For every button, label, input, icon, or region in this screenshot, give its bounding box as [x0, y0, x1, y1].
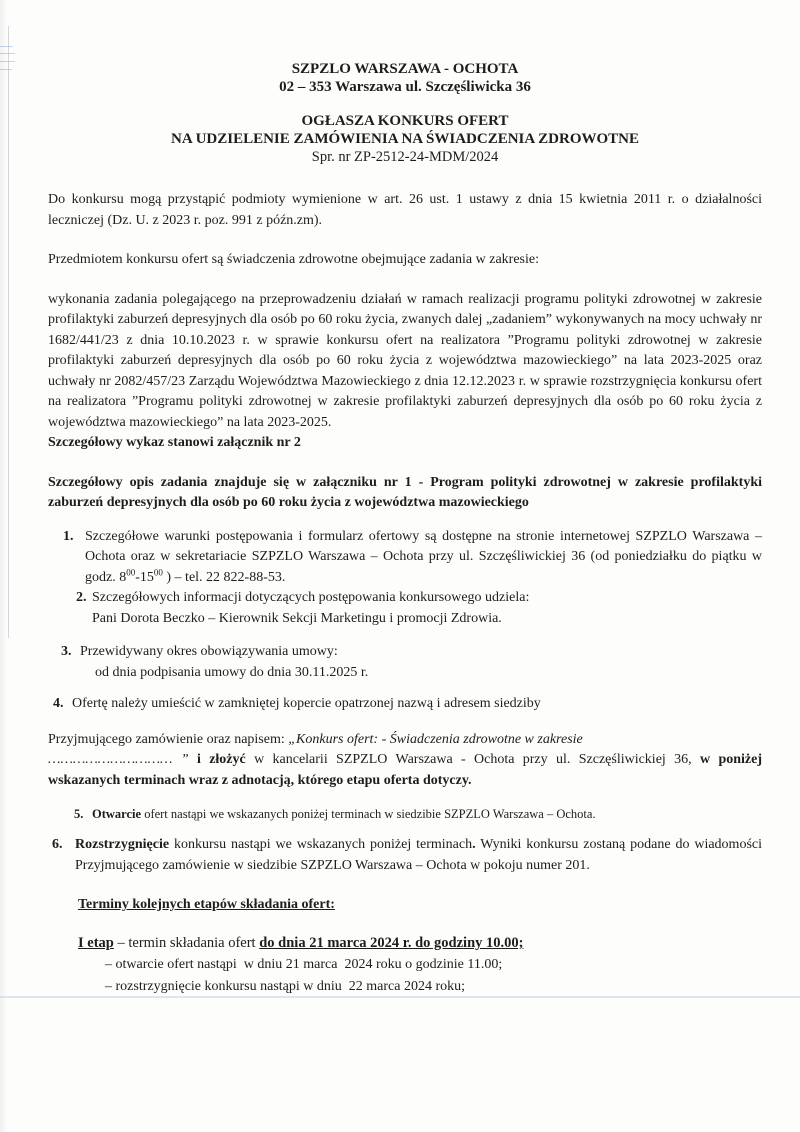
- stage-1-resolution-line: – rozstrzygnięcie konkursu nastąpi w dniu 22 marca 2024 roku;: [105, 978, 466, 994]
- envelope-bold2: w poniżej wskazanych terminach wraz z adnotacją, którego etapu oferta dotyczy.: [48, 752, 763, 788]
- list-item-2-line2: Pani Dorota Beczko – Kierownik Sekcji Marketingu i promocji Zdrowia.: [92, 610, 502, 626]
- task-annex-note: Szczegółowy wykaz stanowi załącznik nr 2: [48, 435, 301, 450]
- closing-hour-superscript: 00: [153, 566, 163, 577]
- list-item-3-line1: Przewidywany okres obowiązywania umowy:: [80, 644, 338, 659]
- list-item-5-number: 5.: [74, 807, 84, 821]
- list-item-2-line1: Szczegółowych informacji dotyczących postępowania konkursowego udziela:: [92, 590, 530, 605]
- list-item-6-dot: .: [472, 837, 476, 852]
- stage-1-mid: – termin składania ofert: [113, 935, 260, 951]
- description-paragraph: Szczegółowy opis zadania znajduje się w załączniku nr 1 - Program polityki zdrowotnej w zakresie profilaktyki zaburzeń depresyjnych dla osób po 60 roku życia z województwa mazowieckiego: [48, 474, 762, 510]
- envelope-bold1: i złożyć: [196, 752, 246, 767]
- list-item-1-number: 1.: [63, 528, 74, 544]
- announcement-title-line1: OGŁASZA KONKURS OFERT: [301, 113, 509, 129]
- spacer: [48, 96, 762, 112]
- task-body: wykonania zadania polegającego na przeprowadzeniu działań w ramach realizacji programu polityki zdrowotnej w zakresie profilaktyki zaburzeń depresyjnych dla osób po 60 roku życia, zwanych dalej „zadaniem” wykonywanych na mocy uchwały nr 1682/441/23 z dnia 10.10.2023 r. w sprawie konkursu ofert na realizatora ”Programu polityki zdrowotnej w zakresie profilaktyki zaburzeń depresyjnych dla osób po 60 roku życia z województwa mazowieckiego” na lata 2023-2025 oraz uchwały nr 2082/457/23 Zarządu Województwa Mazowieckiego z dnia 12.12.2023 r. w sprawie rozstrzygnięcia konkursu ofert na realizatora ”Programu polityki zdrowotnej w zakresie profilaktyki zaburzeń depresyjnych dla osób po 60 roku życia z województwa mazowieckiego” na lata 2023-2025.: [48, 291, 762, 430]
- announcement-title-line2: NA UDZIELENIE ZAMÓWIENIA NA ŚWIADCZENIA ZDROWOTNE: [170, 131, 639, 147]
- intro-paragraph: Do konkursu mogą przystąpić podmioty wymienione w art. 26 ust. 1 ustawy z dnia 15 kwietnia 2011 r. o działalności leczniczej (Dz. U. z 2023 r. poz. 991 z późn.zm).: [48, 192, 762, 228]
- list-item-6-text: Wyniki konkursu zostaną podane do wiadomości Przyjmującego zamówienie w siedzibie SZPZLO Warszawa – Ochota w pokoju numer 201.: [75, 837, 762, 873]
- list-item-4-number: 4.: [53, 696, 64, 711]
- subject-paragraph: Przedmiotem konkursu ofert są świadczenia zdrowotne obejmujące zadania w zakresie:: [48, 252, 539, 267]
- list-item-5: [48, 806, 762, 823]
- list-item-5-bold: Otwarcie: [92, 807, 142, 821]
- stage-1-deadline: do dnia 21 marca 2024 r. do godziny 10.00;: [259, 935, 524, 951]
- list-item-1-text2: -15: [135, 569, 154, 585]
- scan-edge-shadow: [0, 0, 7, 1132]
- scan-artifact-line: [0, 61, 15, 62]
- list-item-2-number: 2.: [76, 590, 87, 605]
- terms-heading: Terminy kolejnych etapów składania ofert:: [78, 897, 335, 912]
- scan-artifact-line: [0, 53, 15, 54]
- envelope-quote-line1: „Konkurs ofert: - Świadczenia zdrowotne w zakresie: [288, 731, 583, 747]
- list-item-1-text3: ) – tel. 22 822-88-53.: [162, 569, 286, 585]
- envelope-quote-line2: ………………………… ”: [48, 752, 197, 767]
- scan-edge-line: [8, 26, 9, 638]
- stage-1-opening-line: – otwarcie ofert nastąpi w dniu 21 marca 2024 roku o godzinie 11.00;: [105, 957, 503, 972]
- envelope-seg1: Przyjmującego zamówienie oraz napisem:: [48, 731, 289, 747]
- list-item-6: [48, 835, 762, 876]
- case-number: Spr. nr ZP-2512-24-MDM/2024: [311, 149, 499, 165]
- list-item-1-text: Szczegółowe warunki postępowania i formularz ofertowy są dostępne na stronie internetowej SZPZLO Warszawa – Ochota oraz w sekretariacie SZPZLO Warszawa – Ochota przy ul. Szczęśliwickiej 36 (od poniedziałku do piątku w godz. 8: [85, 528, 762, 585]
- scan-artifact-line: [0, 69, 12, 70]
- list-item-6-number: 6.: [52, 837, 63, 852]
- org-address: 02 – 353 Warszawa ul. Szczęśliwicka 36: [279, 79, 531, 95]
- envelope-paragraph: [48, 730, 762, 792]
- list-item-3-number: 3.: [61, 644, 72, 659]
- list-item-4: [48, 694, 762, 715]
- list-item-6-mid: konkursu nastąpi we wskazanych poniżej terminach: [169, 837, 473, 852]
- stage-1-label: I etap: [78, 935, 114, 951]
- list-item-5-text: ofert nastąpi we wskazanych poniżej terminach w siedzibie SZPZLO Warszawa – Ochota.: [141, 807, 596, 821]
- opening-hour-superscript: 00: [126, 566, 136, 577]
- scan-artifact-line: [0, 46, 13, 47]
- list-item-6-bold: Rozstrzygnięcie: [75, 837, 170, 852]
- list-item-1: [48, 527, 762, 589]
- org-name: SZPZLO WARSZAWA - OCHOTA: [291, 61, 519, 77]
- stage-1-line: [78, 932, 762, 954]
- list-item-3-line2: od dnia podpisania umowy do dnia 30.11.2025 r.: [95, 664, 369, 680]
- list-item-4-text: Ofertę należy umieścić w zamkniętej kopercie opatrzonej nazwą i adresem siedziby: [72, 696, 541, 711]
- document-content: [48, 60, 762, 997]
- task-paragraph: [48, 290, 762, 454]
- list-item-3: [48, 642, 762, 683]
- list-item-2: [48, 588, 762, 629]
- envelope-seg3: w kancelarii SZPZLO Warszawa - Ochota przy ul. Szczęśliwickiej 36,: [245, 752, 700, 767]
